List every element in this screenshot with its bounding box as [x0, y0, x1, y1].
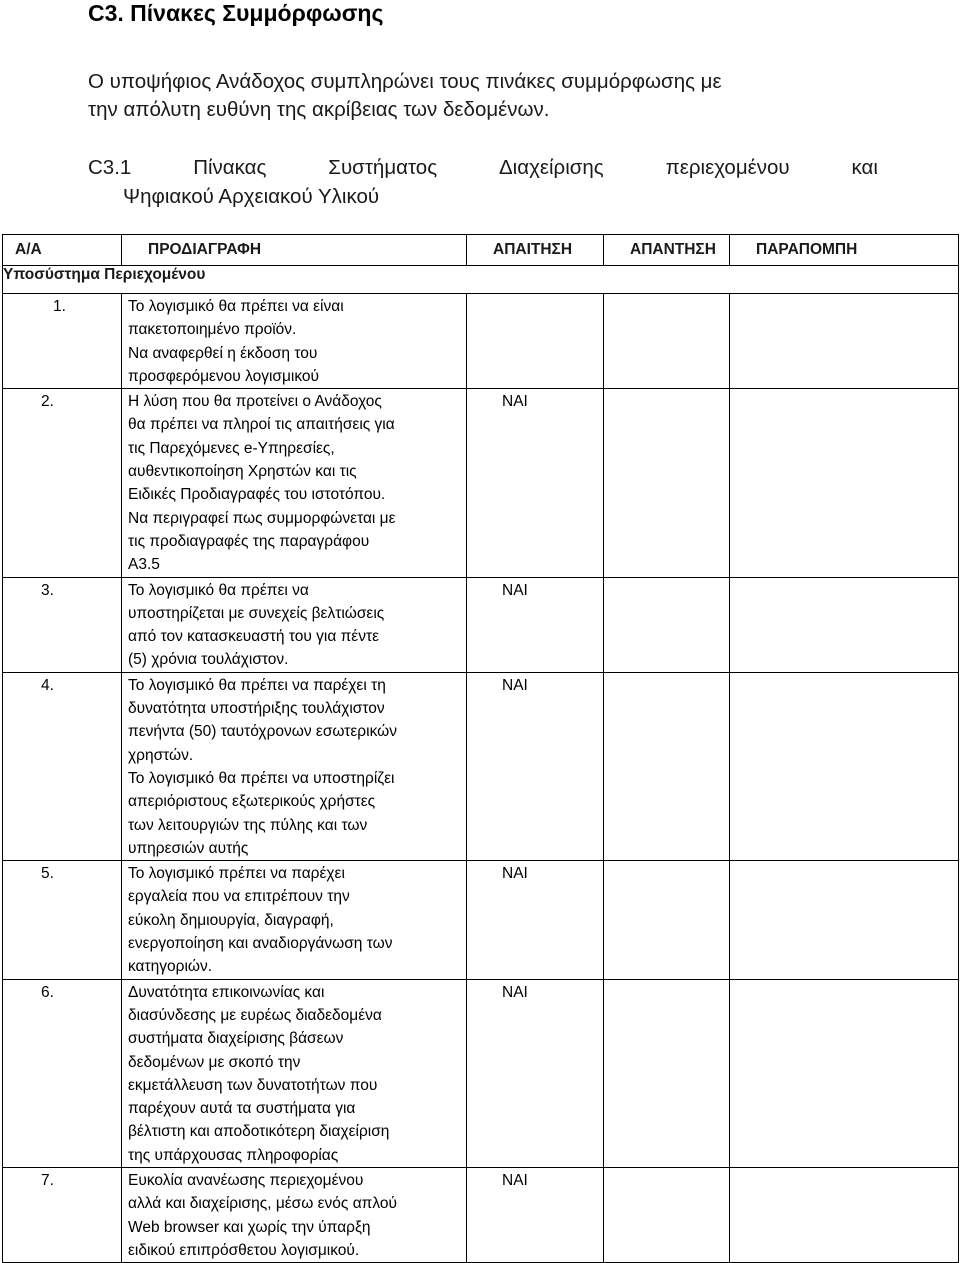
specification-line: βέλτιστη και αποδοτικότερη διαχείριση	[128, 1123, 390, 1141]
row-response[interactable]	[604, 861, 730, 979]
specification-line: Δυνατότητα επικοινωνίας και	[128, 983, 325, 1001]
subsection-word: Πίνακας	[193, 156, 267, 179]
intro-line: την απόλυτη ευθύνη της ακρίβειας των δεδομένων.	[88, 98, 550, 121]
row-requirement: ΝΑΙ	[467, 577, 604, 672]
table-row	[3, 861, 959, 979]
row-requirement: ΝΑΙ	[467, 979, 604, 1167]
row-specification	[122, 1167, 467, 1262]
intro-line: Ο υποψήφιος Ανάδοχος συμπληρώνει τους πινάκες συμμόρφωσης με	[88, 70, 722, 93]
row-response[interactable]	[604, 294, 730, 389]
row-response[interactable]	[604, 672, 730, 860]
row-reference[interactable]	[730, 294, 959, 389]
row-specification	[122, 861, 467, 979]
specification-line: Ευκολία ανανέωσης περιεχομένου	[128, 1171, 364, 1189]
row-response[interactable]	[604, 389, 730, 577]
row-number: 4.	[3, 672, 122, 860]
row-number: 2.	[3, 389, 122, 577]
specification-line: ειδικού επιπρόσθετου λογισμικού.	[128, 1241, 360, 1259]
subsection-word: C3.1	[88, 156, 132, 179]
row-requirement: ΝΑΙ	[467, 861, 604, 979]
specification-line: χρηστών.	[128, 746, 194, 764]
specification-line: Το λογισμικό θα πρέπει να υποστηρίζει	[128, 769, 395, 787]
row-requirement	[467, 294, 604, 389]
group-label: Υποσύστημα Περιεχομένου	[3, 266, 959, 294]
row-requirement: ΝΑΙ	[467, 672, 604, 860]
row-specification	[122, 577, 467, 672]
specification-line: πενήντα (50) ταυτόχρονων εσωτερικών	[128, 723, 397, 741]
row-specification	[122, 294, 467, 389]
specification-line: τις Παρεχόμενες e-Υπηρεσίες,	[128, 439, 335, 457]
table-row	[3, 672, 959, 860]
specification-line: υποστηρίζεται με συνεχείς βελτιώσεις	[128, 604, 385, 622]
row-number: 3.	[3, 577, 122, 672]
specification-line: Το λογισμικό θα πρέπει να παρέχει τη	[128, 676, 386, 694]
compliance-table	[2, 234, 959, 1263]
specification-line: θα πρέπει να πληροί τις απαιτήσεις για	[128, 416, 395, 434]
header-reference: ΠΑΡΑΠΟΜΠΗ	[730, 235, 959, 266]
subsection-title-line1	[88, 153, 878, 182]
subsection-word: περιεχομένου	[665, 156, 790, 179]
intro-paragraph	[88, 68, 878, 124]
table-group-row	[3, 266, 959, 294]
specification-line: διασύνδεσης με ευρέως διαδεδομένα	[128, 1006, 382, 1024]
subsection-word: και	[851, 156, 878, 179]
row-number: 1.	[3, 294, 122, 389]
specification-line: Το λογισμικό θα πρέπει να είναι	[128, 298, 344, 315]
row-reference[interactable]	[730, 389, 959, 577]
specification-line: κατηγοριών.	[128, 958, 213, 976]
header-response: ΑΠΑΝΤΗΣΗ	[604, 235, 730, 266]
specification-line: αλλά και διαχείρισης, μέσω ενός απλού	[128, 1195, 397, 1213]
row-specification	[122, 979, 467, 1167]
row-reference[interactable]	[730, 1167, 959, 1262]
specification-line: (5) χρόνια τουλάχιστον.	[128, 651, 289, 669]
section-heading: C3. Πίνακες Συμμόρφωσης	[88, 0, 384, 26]
row-response[interactable]	[604, 1167, 730, 1262]
row-response[interactable]	[604, 577, 730, 672]
row-reference[interactable]	[730, 577, 959, 672]
specification-line: τις προδιαγραφές της παραγράφου	[128, 532, 370, 550]
specification-line: προσφερόμενου λογισμικού	[128, 367, 320, 385]
table-row	[3, 1167, 959, 1262]
specification-line: Α3.5	[128, 556, 160, 574]
row-requirement: ΝΑΙ	[467, 1167, 604, 1262]
table-header-row	[3, 235, 959, 266]
specification-line: δυνατότητα υποστήριξης τουλάχιστον	[128, 700, 385, 718]
specification-line: εργαλεία που να επιτρέπουν την	[128, 888, 350, 906]
specification-line: δεδομένων με σκοπό την	[128, 1053, 301, 1071]
table-row	[3, 294, 959, 389]
row-requirement: ΝΑΙ	[467, 389, 604, 577]
row-response[interactable]	[604, 979, 730, 1167]
row-number: 6.	[3, 979, 122, 1167]
specification-line: συστήματα διαχείρισης βάσεων	[128, 1030, 344, 1048]
specification-line: εύκολη δημιουργία, διαγραφή,	[128, 911, 334, 929]
specification-line: αυθεντικοποίηση Χρηστών και τις	[128, 463, 357, 481]
specification-line: Web browser και χωρίς την ύπαρξη	[128, 1218, 371, 1236]
subsection-title	[88, 153, 878, 211]
specification-line: Να αναφερθεί η έκδοση του	[128, 344, 318, 362]
specification-line: Η λύση που θα προτείνει ο Ανάδοχος	[128, 393, 382, 411]
specification-line: παρέχουν αυτά τα συστήματα για	[128, 1100, 356, 1118]
specification-line: απεριόριστους εξωτερικούς χρήστες	[128, 793, 376, 811]
row-specification	[122, 672, 467, 860]
header-specification: ΠΡΟΔΙΑΓΡΑΦΗ	[122, 235, 467, 266]
specification-line: της υπάρχουσας πληροφορίας	[128, 1146, 339, 1164]
subsection-word: Συστήματος	[328, 156, 438, 179]
row-specification	[122, 389, 467, 577]
subsection-title-line2: Ψηφιακού Αρχειακού Υλικού	[123, 185, 380, 208]
subsection-word: Διαχείρισης	[498, 156, 604, 179]
specification-line: εκμετάλλευση των δυνατοτήτων που	[128, 1076, 378, 1094]
row-reference[interactable]	[730, 979, 959, 1167]
table-row	[3, 577, 959, 672]
row-reference[interactable]	[730, 672, 959, 860]
table-row	[3, 979, 959, 1167]
specification-line: πακετοποιημένο προϊόν.	[128, 321, 297, 339]
specification-line: ενεργοποίηση και αναδιοργάνωση των	[128, 935, 393, 953]
row-reference[interactable]	[730, 861, 959, 979]
specification-line: από τον κατασκευαστή του για πέντε	[128, 628, 379, 646]
header-aa: Α/Α	[3, 235, 122, 266]
specification-line: Να περιγραφεί πως συμμορφώνεται με	[128, 509, 396, 527]
row-number: 7.	[3, 1167, 122, 1262]
specification-line: των λειτουργιών της πύλης και των	[128, 816, 368, 834]
row-number: 5.	[3, 861, 122, 979]
header-requirement: ΑΠΑΙΤΗΣΗ	[467, 235, 604, 266]
specification-line: Το λογισμικό θα πρέπει να	[128, 581, 309, 599]
specification-line: Ειδικές Προδιαγραφές του ιστοτόπου.	[128, 486, 386, 504]
specification-line: υπηρεσιών αυτής	[128, 839, 249, 857]
specification-line: Το λογισμικό πρέπει να παρέχει	[128, 865, 345, 883]
table-row	[3, 389, 959, 577]
